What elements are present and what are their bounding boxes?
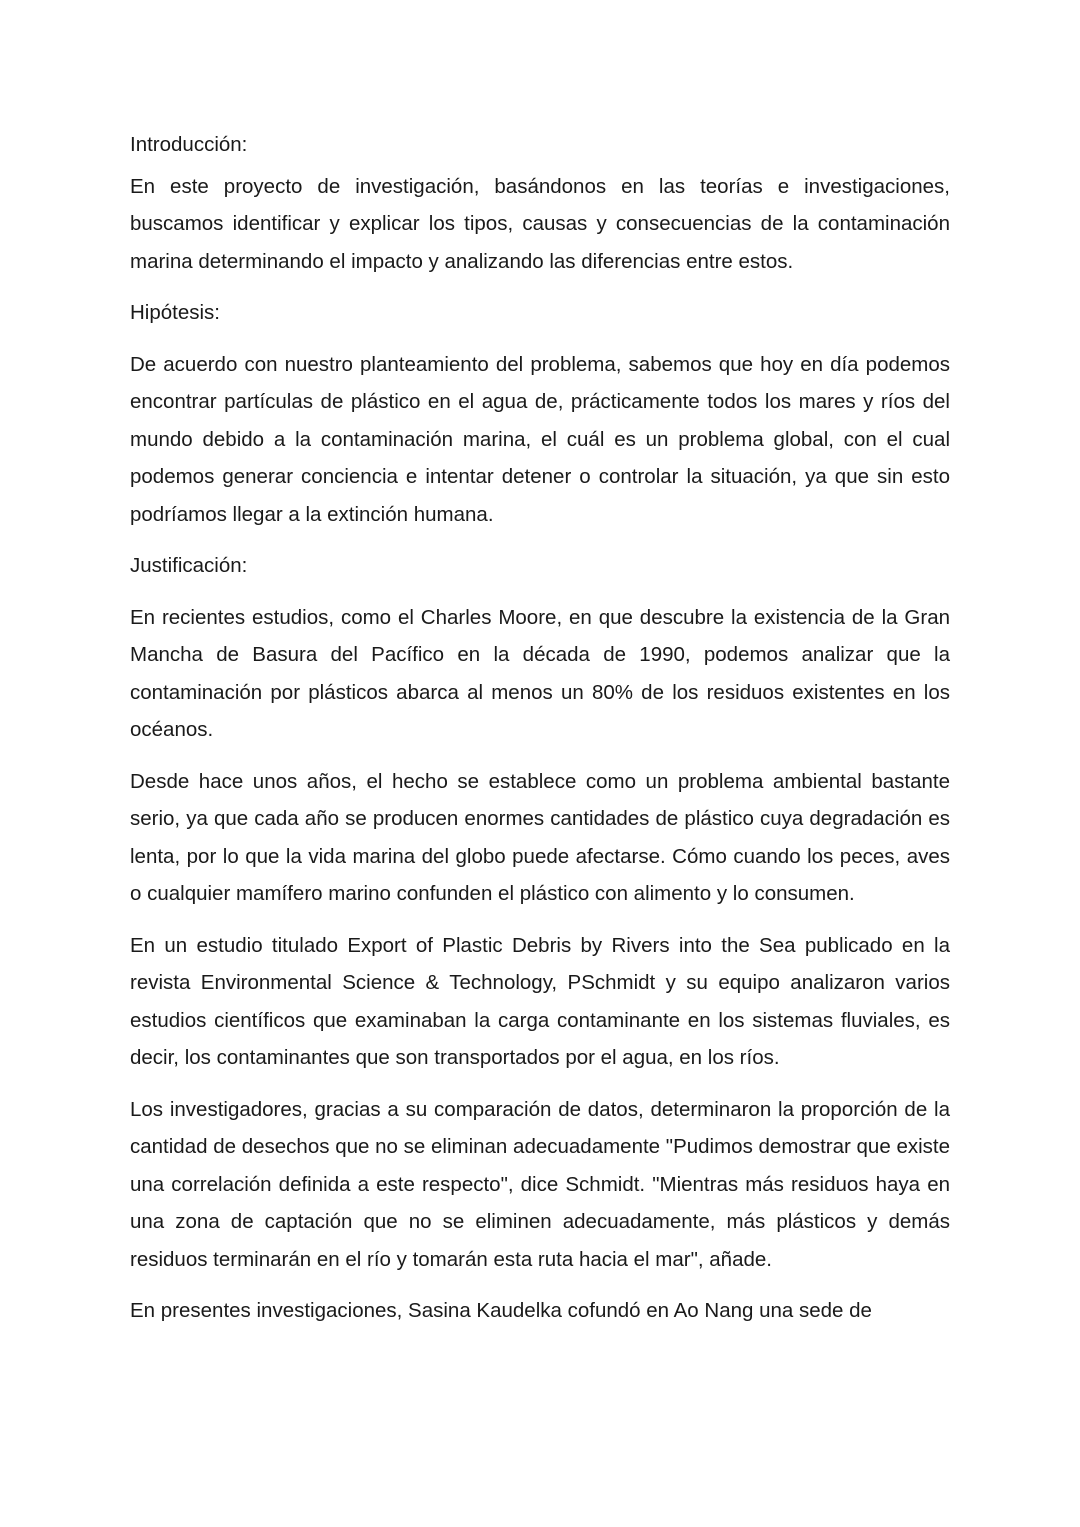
heading-introduccion: Introducción: [130, 133, 248, 156]
paragraph-justificacion-3: En un estudio titulado Export of Plastic Debris by Rivers into the Sea publicado en la revista Environmental Science & Technology, PSchmidt y su equipo analizaron varios estudios científicos que examinaban la carga contaminante en los sistemas fluviales, es decir, los contaminantes que son transportados por el agua, en los ríos. [130, 933, 950, 1069]
paragraph-justificacion-5: En presentes investigaciones, Sasina Kaudelka cofundó en Ao Nang una sede de [130, 1299, 872, 1322]
paragraph-justificacion-4: Los investigadores, gracias a su comparación de datos, determinaron la proporción de la cantidad de desechos que no se eliminan adecuadamente "Pudimos demostrar que existe una correlación definida a este respecto", dice Schmidt. "Mientras más residuos haya en una zona de captación que no se eliminen adecuadamente, más plásticos y demás residuos terminarán en el río y tomarán esta ruta hacia el mar", añade. [130, 1097, 950, 1271]
paragraph-introduccion: En este proyecto de investigación, basándonos en las teorías e investigaciones, buscamos identificar y explicar los tipos, causas y consecuencias de la contaminación marina determinando el impacto y analizando las diferencias entre estos. [130, 174, 950, 273]
paragraph-justificacion-2: Desde hace unos años, el hecho se establece como un problema ambiental bastante serio, ya que cada año se producen enormes cantidades de plástico cuya degradación es lenta, por lo que la vida marina del globo puede afectarse. Cómo cuando los peces, aves o cualquier mamífero marino confunden el plástico con alimento y lo consumen. [130, 769, 950, 905]
heading-justificacion: Justificación: [130, 554, 248, 577]
paragraph-hipotesis: De acuerdo con nuestro planteamiento del problema, sabemos que hoy en día podemos encontrar partículas de plástico en el agua de, prácticamente todos los mares y ríos del mundo debido a la contaminación marina, el cuál es un problema global, con el cual podemos generar conciencia e intentar detener o controlar la situación, ya que sin esto podríamos llegar a la extinción humana. [130, 352, 950, 526]
paragraph-justificacion-1: En recientes estudios, como el Charles Moore, en que descubre la existencia de la Gran Mancha de Basura del Pacífico en la década de 1990, podemos analizar que la contaminación por plásticos abarca al menos un 80% de los residuos existentes en los océanos. [130, 605, 950, 741]
document-page [130, 126, 950, 1330]
heading-hipotesis: Hipótesis: [130, 301, 221, 324]
